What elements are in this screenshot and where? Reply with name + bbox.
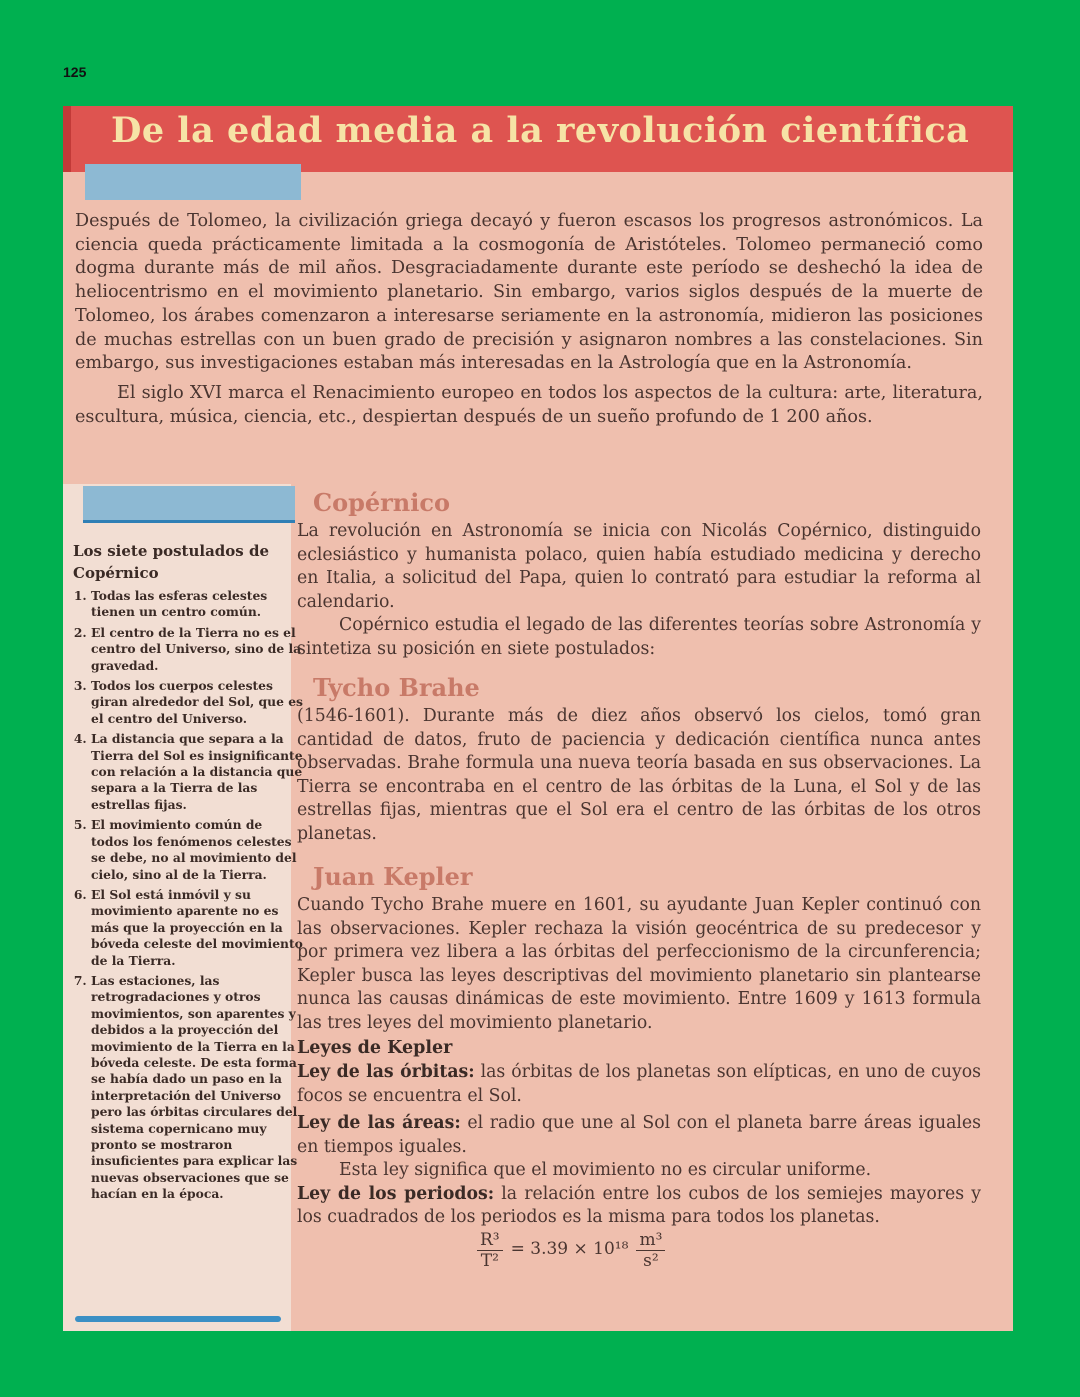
list-item: 3. Todos los cuerpos celestes giran alrededor del Sol, que es el centro del Universo. [91,678,303,727]
law-2 [297,1112,981,1159]
law-2-note: Esta ley significa que el movimiento no es circular uniforme. [339,1160,872,1180]
numerator: m³ [636,1230,665,1251]
page-title: De la edad media a la revolución científica [111,110,970,151]
section-heading-tycho: Tycho Brahe [313,673,480,702]
laws-heading: Leyes de Kepler [297,1038,453,1058]
sidebar-postulados [63,484,303,1331]
fraction-r-t [477,1230,503,1271]
kepler-third-law-formula [477,1230,981,1271]
law-1 [297,1061,981,1108]
paragraph: Copérnico estudia el legado de las diferentes teorías sobre Astronomía y sintetiza su posición en siete postulados: [297,615,981,659]
list-item: 1. Todas las esferas celestes tienen un centro común. [91,588,303,621]
fraction-units [636,1230,665,1271]
list-item: 4. La distancia que separa a la Tierra del Sol es insignificante con relación a la distancia que separa a la Tierra de las estrellas fijas. [91,731,303,813]
law-label: Ley de los periodos: [297,1183,495,1204]
intro-paragraph: El siglo XVI marca el Renacimiento europeo en todos los aspectos de la cultura: arte, literatura, escultura, música, ciencia, etc., despiertan después de un sueño profundo de 1 200 años. [75,382,983,427]
decorative-blue-box [83,486,295,523]
list-item: 7. Las estaciones, las retrogradaciones y otros movimientos, son aparentes y debidos a la proyección del movimiento de la Tierra en la bóveda celeste. De esta forma se había dado un paso en la interpretación del Universo pero las órbitas circulares del sistema copernicano muy pronto se mostraron insuficientes para explicar las nuevas observaciones que se hacían en la época. [91,973,303,1203]
list-item: 2. El centro de la Tierra no es el centro del Universo, sino de la gravedad. [91,625,303,674]
law-text: la relación entre los cubos de los semiejes mayores y los cuadrados de los periodos es la misma para todos los planetas. [297,1183,981,1227]
intro-paragraph: Después de Tolomeo, la civilización griega decayó y fueron escasos los progresos astronómicos. La ciencia queda prácticamente limitada a la cosmogonía de Aristóteles. Tolomeo permaneció como dogma durante más de mil años. Desgraciadamente durante este período se deshechó la idea de heliocentrismo en el movimiento planetario. Sin embargo, varios siglos después de la muerte de Tolomeo, los árabes comenzaron a interesarse seriamente en la astronomía, midieron las posiciones de muchas estrellas con un buen grado de precisión y asignaron nombres a las constelaciones. Sin embargo, sus investigaciones estaban más interesadas en la Astrología que en la Astronomía. [75,211,983,374]
formula-value: = 3.39 × 10¹⁸ [510,1239,629,1260]
list-item: 5. El movimiento común de todos los fenómenos celestes se debe, no al movimiento del cielo, sino al de la Tierra. [91,817,303,883]
law-3 [297,1183,981,1230]
title-bar [63,106,1013,172]
section-heading-copernico: Copérnico [313,488,450,517]
list-item: 6. El Sol está inmóvil y su movimiento aparente no es más que la proyección en la bóveda celeste del movimiento de la Tierra. [91,887,303,969]
denominator: T² [480,1250,499,1271]
decorative-divider [75,1316,281,1322]
law-label: Ley de las áreas: [297,1113,461,1133]
numerator: R³ [477,1230,503,1251]
denominator: s² [643,1250,659,1271]
postulados-list [69,588,303,1207]
section-heading-kepler: Juan Kepler [313,862,473,891]
intro-text [75,210,983,429]
main-column [297,486,981,1271]
law-text: el radio que une al Sol con el planeta barre áreas iguales en tiempos iguales. [297,1113,981,1157]
textbook-page [63,106,1013,1331]
sidebar-title: Los siete postulados de Copérnico [73,542,269,582]
law-text: las órbitas de los planetas son elípticas, en uno de cuyos focos se encuentra el Sol. [297,1062,981,1106]
paragraph: Cuando Tycho Brahe muere en 1601, su ayudante Juan Kepler continuó con las observaciones. Kepler rechaza la visión geocéntrica de su predecesor y por primera vez libera a las órbitas del perfeccionismo de la circunferencia; Kepler busca las leyes descriptivas del movimiento planetario sin plantearse nunca las causas dinámicas de este movimiento. Entre 1609 y 1613 formula las tres leyes del movimiento planetario. [297,895,981,1033]
paragraph: La revolución en Astronomía se inicia con Nicolás Copérnico, distinguido eclesiástico y humanista polaco, quien había estudiado medicina y derecho en Italia, a solicitud del Papa, quien lo contrató para estudiar la reforma al calendario. [297,521,981,612]
law-label: Ley de las órbitas: [297,1062,475,1082]
paragraph: (1546-1601). Durante más de diez años observó los cielos, tomó gran cantidad de datos, fruto de paciencia y dedicación científica nunca antes observadas. Brahe formula una nueva teoría basada en sus observaciones. La Tierra se encontraba en el centro de las órbitas de la Luna, el Sol y de las estrellas fijas, mientras que el Sol era el centro de las órbitas de los otros planetas. [297,706,981,844]
decorative-blue-box [85,164,301,200]
page-number: 125 [63,64,87,80]
